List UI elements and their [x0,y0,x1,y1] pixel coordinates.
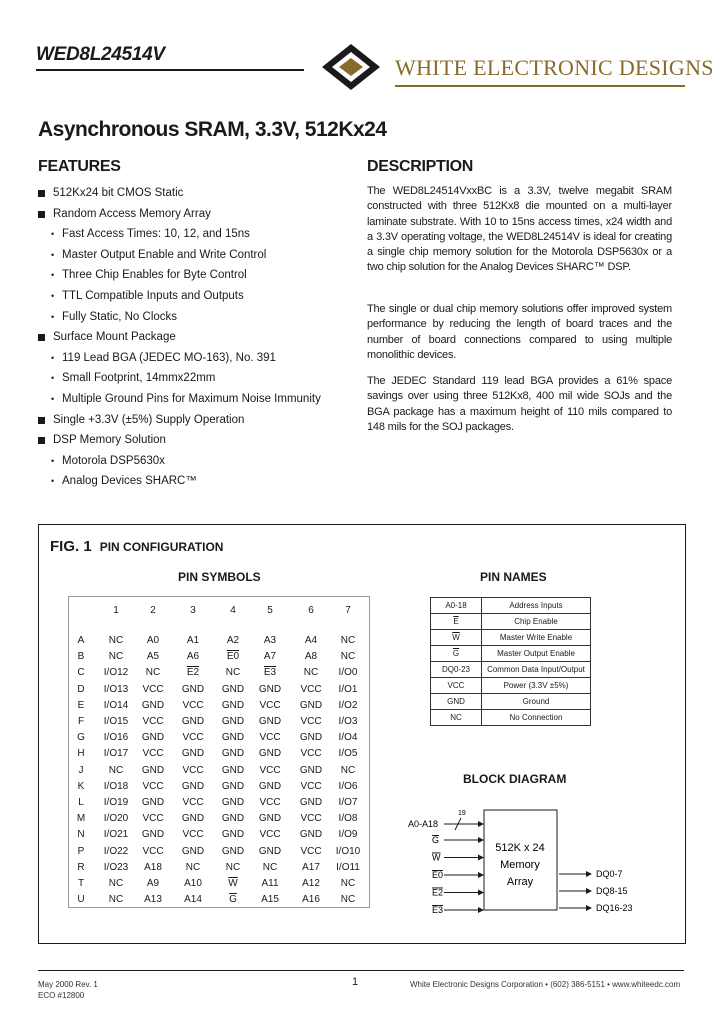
pin-cell: VCC [300,813,322,825]
pin-cell: A17 [302,861,320,873]
pin-cell: E2 [186,667,200,679]
pin-cell: NC [225,667,241,679]
block-diagram [402,800,672,925]
control-input-arrow [478,890,484,896]
control-input-arrow [478,855,484,861]
pin-row-label: B [77,651,85,663]
pin-cell: GND [181,780,205,792]
pin-row-label: L [78,797,84,808]
pin-cell: GND [221,716,245,727]
pin-row-label: T [77,878,85,889]
address-label: A0-A18 [408,819,439,829]
feature-item: Surface Mount Package [38,327,358,348]
pin-cell: GND [221,845,245,857]
pin-cell: I/O7 [338,797,358,808]
pin-cell: GND [299,764,323,776]
figure-label [50,538,223,555]
part-number: WED8L24514V [36,44,165,65]
pin-row-label: P [77,845,85,857]
pin-cell: I/O11 [336,861,360,873]
output-arrow [586,905,592,911]
bus-width-label: 19 [458,810,466,817]
pin-name-description: Common Data Input/Output [482,662,591,678]
pin-cell: A3 [263,635,277,646]
block-box-line-3: Array [506,876,534,888]
pin-name-row [431,678,591,694]
pin-row-label: D [77,683,85,695]
pin-symbols-grid [68,596,370,908]
pin-cell: GND [141,764,165,776]
pin-cell: I/O6 [338,780,358,792]
pin-cell: VCC [300,845,322,857]
pin-cell: I/O18 [103,780,129,792]
pin-cell: A12 [302,878,320,889]
pin-column-label: 7 [345,605,351,616]
pin-cell: NC [340,635,356,646]
pin-cell: NC [108,651,124,663]
pin-cell: VCC [142,716,164,727]
pin-cell: I/O21 [103,829,129,841]
pin-cell: I/O1 [338,683,358,695]
pin-cell: VCC [259,764,281,776]
pin-name-symbol: NC [431,710,482,726]
pin-cell: A6 [186,651,200,663]
pin-cell: GND [258,780,282,792]
pin-cell: I/O20 [103,813,129,825]
pin-cell: GND [299,732,323,744]
pin-cell: VCC [259,699,281,711]
pin-cell: GND [221,699,245,711]
pin-cell: NC [340,878,356,889]
feature-item: • 119 Lead BGA (JEDEC MO-163), No. 391 [38,348,358,369]
pin-row-label: N [77,829,85,841]
description-paragraph-3: The JEDEC Standard 119 lead BGA provides a 61% space savings over using three 512Kx8, 400 mil wide SOJs and the BGA package has a maximum height of 110 mils compared to 148 mils for the SOJ packages. [367,375,672,433]
pin-cell: A18 [144,861,162,873]
company-logo-icon [320,42,382,92]
pin-name-row [431,598,591,614]
pin-cell: GND [299,829,323,841]
pin-cell: GND [141,829,165,841]
pin-column-label: 3 [190,605,196,616]
feature-item: • Fast Access Times: 10, 12, and 15ns [38,224,358,245]
feature-item: • TTL Compatible Inputs and Outputs [38,286,358,307]
output-label: DQ8-15 [596,886,628,896]
pin-name-description: Chip Enable [482,614,591,630]
pin-name-symbol: $\overline{W}$ [431,630,482,646]
pin-cell: NC [108,878,124,889]
pin-cell: GND [221,797,245,808]
pin-row-label: H [77,748,85,760]
header-rule [36,69,304,71]
pin-cell: GND [181,716,205,727]
pin-name-row [431,710,591,726]
pin-cell: VCC [300,716,322,727]
pin-row-label: E [77,699,85,711]
pin-cell: VCC [300,780,322,792]
pin-column-label: 2 [150,605,156,616]
pin-name-symbol: A0-18 [431,598,482,614]
pin-row-label: F [77,716,85,727]
output-label: DQ16-23 [596,903,633,913]
pin-cell: I/O5 [338,748,358,760]
logo-rule [395,85,685,87]
pin-symbols-heading: PIN SYMBOLS [178,570,261,584]
pin-cell: GND [141,699,165,711]
pin-cell: NC [340,894,356,906]
pin-cell: NC [340,764,356,776]
pin-cell: A5 [146,651,160,663]
pin-cell: GND [181,813,205,825]
block-box-line-2: Memory [500,859,540,871]
feature-item: DSP Memory Solution [38,430,358,451]
pin-cell: NC [340,651,356,663]
figure-number: FIG. 1 [50,538,92,555]
pin-cell: NC [108,764,124,776]
pin-cell: I/O9 [338,829,358,841]
pin-cell: NC [108,635,124,646]
pin-column-label: 4 [230,605,236,616]
pin-name-symbol: GND [431,694,482,710]
description-paragraph-2: The single or dual chip memory solutions offer improved system performance by reducing the length of board traces and the number of board connections compared to using multiple monolithic devices. [367,303,672,361]
pin-cell: A14 [184,894,202,906]
pin-cell: GND [221,780,245,792]
pin-cell: I/O2 [338,699,358,711]
pin-cell: GND [181,845,205,857]
pin-cell: A10 [184,878,202,889]
pin-cell: GND [141,732,165,744]
pin-cell: A7 [263,651,277,663]
pin-cell: I/O13 [103,683,129,695]
feature-item: • Motorola DSP5630x [38,451,358,472]
pin-cell: VCC [142,813,164,825]
pin-column-label: 5 [267,605,273,616]
pin-cell: GND [181,748,205,760]
pin-cell: I/O15 [103,716,129,727]
pin-column-label: 6 [308,605,314,616]
pin-name-symbol: VCC [431,678,482,694]
pin-name-description: Master Output Enable [482,646,591,662]
pin-names-table [430,597,591,726]
pin-cell: A2 [226,635,240,646]
pin-row-label: M [76,813,86,825]
pin-cell: GND [258,845,282,857]
pin-row-label: R [77,861,85,873]
pin-cell: VCC [259,797,281,808]
pin-cell: VCC [182,797,204,808]
feature-item: • Analog Devices SHARC™ [38,471,358,492]
pin-cell: GND [258,716,282,727]
pin-cell: NC [185,861,201,873]
pin-cell: E3 [263,667,277,679]
pin-column-label: 1 [113,605,119,616]
pin-cell: I/O10 [335,845,361,857]
pin-row-label: J [78,764,84,776]
pin-cell: A13 [144,894,162,906]
figure-title: PIN CONFIGURATION [99,540,224,554]
pin-cell: GND [141,797,165,808]
feature-item: Random Access Memory Array [38,204,358,225]
pin-cell: I/O3 [338,716,358,727]
description-paragraph-1: The WED8L24514VxxBC is a 3.3V, twelve megabit SRAM constructed with three 512Kx8 die mounted on a multi-layer laminate substrate. With 10 to 15ns access times, x24 width and a 3.3V operating voltage, the WED8L24514V is ideal for creating a single chip memory solution for the Motorola DSP5630x or a two chip solution for the Analog Devices SHARC™ DSP. [367,185,672,274]
pin-row-label: K [77,780,85,792]
pin-cell: VCC [259,829,281,841]
pin-cell: GND [181,683,205,695]
pin-cell: VCC [182,699,204,711]
pin-cell: NC [303,667,319,679]
features-list [38,183,358,492]
pin-cell: I/O17 [103,748,129,760]
pin-name-symbol: DQ0-23 [431,662,482,678]
pin-name-symbol: $\overline{E}$ [431,614,482,630]
feature-item: • Small Footprint, 14mmx22mm [38,368,358,389]
feature-item: • Fully Static, No Clocks [38,307,358,328]
pin-cell: NC [225,861,241,873]
pin-cell: A9 [146,878,160,889]
pin-name-row [431,694,591,710]
control-input-label: G [432,835,440,845]
pin-cell: I/O19 [103,797,129,808]
pin-cell: VCC [142,845,164,857]
pin-name-description: Master Write Enable [482,630,591,646]
pin-cell: A4 [304,635,318,646]
footer-date: May 2000 Rev. 1 [38,980,98,989]
pin-cell: VCC [182,764,204,776]
pin-row-label: G [77,732,85,744]
pin-cell: GND [258,748,282,760]
pin-cell: VCC [142,748,164,760]
pin-cell: A16 [302,894,320,906]
control-input-label: E0 [432,870,444,880]
features-heading: FEATURES [38,158,121,175]
pin-cell: GND [299,699,323,711]
pin-cell: I/O23 [103,861,129,873]
control-input-arrow [478,872,484,878]
control-input-label: W [432,852,441,863]
feature-item: • Three Chip Enables for Byte Control [38,265,358,286]
pin-row-label: A [77,635,85,646]
control-input-arrow [478,907,484,913]
pin-cell: GND [258,683,282,695]
pin-cell: $\overline{W}$ [228,878,238,889]
footer-eco: ECO #12800 [38,991,85,1000]
pin-name-row [431,646,591,662]
pin-cell: I/O4 [338,732,358,744]
output-label: DQ0-7 [596,869,623,879]
pin-cell: I/O8 [338,813,358,825]
pin-name-row [431,630,591,646]
pin-cell: GND [221,732,245,744]
pin-cell: GND [221,829,245,841]
pin-cell: I/O16 [103,732,129,744]
pin-row-label: U [77,894,85,906]
pin-cell: E0 [226,651,240,663]
company-name: WHITE ELECTRONIC DESIGNS [395,55,714,80]
feature-item: • Master Output Enable and Write Control [38,245,358,266]
pin-cell: GND [221,683,245,695]
pin-cell: VCC [142,683,164,695]
pin-cell: A8 [304,651,318,663]
output-arrow [586,888,592,894]
pin-cell: NC [262,861,278,873]
pin-cell: I/O14 [103,699,129,711]
pin-cell: VCC [182,732,204,744]
output-arrow [586,871,592,877]
pin-cell: VCC [259,732,281,744]
pin-cell: A0 [146,635,160,646]
pin-name-row [431,614,591,630]
pin-cell: I/O12 [103,667,129,679]
pin-cell: A15 [261,894,279,906]
pin-name-row [431,662,591,678]
pin-cell: GND [221,748,245,760]
pin-cell: VCC [142,780,164,792]
pin-name-symbol: $\overline{G}$ [431,646,482,662]
pin-name-description: Ground [482,694,591,710]
footer-rule [38,970,684,971]
description-heading: DESCRIPTION [367,158,474,175]
pin-cell: VCC [300,683,322,695]
pin-name-description: No Connection [482,710,591,726]
pin-cell: VCC [182,829,204,841]
feature-item: • Multiple Ground Pins for Maximum Noise Immunity [38,389,358,410]
pin-cell: $\overline{G}$ [229,894,237,906]
pin-cell: GND [221,764,245,776]
document-title: Asynchronous SRAM, 3.3V, 512Kx24 [38,118,387,141]
page-number: 1 [352,976,359,988]
pin-cell: GND [221,813,245,825]
block-box-line-1: 512K x 24 [495,842,545,854]
pin-cell: A11 [261,878,279,889]
pin-cell: GND [258,813,282,825]
pin-cell: VCC [300,748,322,760]
pin-names-heading: PIN NAMES [480,570,547,584]
control-input-label: E2 [432,887,444,898]
footer-company-contact: White Electronic Designs Corporation • (602) 386-5151 • www.whiteedc.com [410,980,681,989]
pin-cell: I/O0 [338,667,358,679]
pin-cell: I/O22 [103,845,129,857]
pin-cell: GND [299,797,323,808]
feature-item: Single +3.3V (±5%) Supply Operation [38,410,358,431]
feature-item: 512Kx24 bit CMOS Static [38,183,358,204]
control-input-arrow [478,837,484,843]
control-input-label: E3 [432,905,444,915]
pin-cell: A1 [186,635,200,646]
pin-cell: NC [108,894,124,906]
block-diagram-heading: BLOCK DIAGRAM [463,772,567,786]
pin-cell: NC [145,667,161,679]
pin-name-description: Power (3.3V ±5%) [482,678,591,694]
pin-row-label: C [77,667,85,679]
pin-name-description: Address Inputs [482,598,591,614]
